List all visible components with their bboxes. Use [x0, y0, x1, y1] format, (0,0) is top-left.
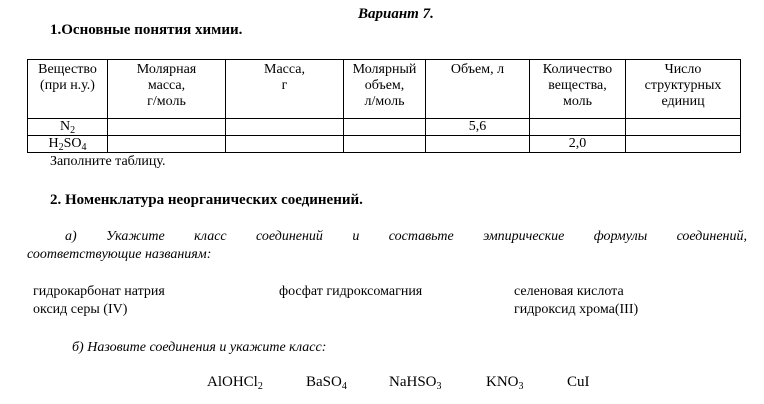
substance-cell-h2so4 [28, 136, 108, 153]
task-a-text [27, 228, 747, 264]
table-cell [226, 119, 344, 136]
header-line: Вещество [38, 62, 97, 77]
header-line: масса, [147, 78, 186, 93]
header-molar-mass [108, 60, 226, 119]
formula-subscript: 3 [436, 381, 442, 392]
compound-name: селеновая кислота [514, 284, 624, 299]
formula-item [486, 374, 524, 391]
formula-item [306, 374, 347, 391]
header-line: структурных [644, 78, 722, 93]
formula-part: NaHSO [389, 374, 437, 390]
compound-name: гидрокарбонат натрия [33, 284, 165, 299]
table-cell [426, 136, 530, 153]
task-b-text: б) Назовите соединения и укажите класс: [72, 340, 327, 355]
compound-name: фосфат гидроксомагния [279, 284, 423, 299]
section2-title: 2. Номенклатура неорганических соединений. [50, 192, 363, 208]
section1-title: 1.Основные понятия химии. [50, 22, 243, 38]
table-cell: 5,6 [426, 119, 530, 136]
header-line: Масса, [264, 62, 305, 77]
formula-part: BaSO [306, 374, 342, 390]
header-line: моль [562, 94, 593, 109]
formula-part: AlOHCl [207, 374, 258, 390]
table-instruction: Заполните таблицу. [50, 154, 166, 169]
header-mass [226, 60, 344, 119]
table-cell [108, 119, 226, 136]
header-line: г/моль [147, 94, 186, 109]
formula-subscript: 3 [518, 381, 524, 392]
formula-item [567, 374, 590, 391]
table-cell [344, 119, 426, 136]
task-a-line1: а) Укажите класс соединений и составьте эмпирические формулы соединений, [65, 229, 747, 244]
formula-subscript: 4 [341, 381, 347, 392]
formula-item [389, 374, 442, 391]
compound-name: оксид серы (IV) [33, 302, 128, 317]
table-cell [226, 136, 344, 153]
variant-heading: Вариант 7. [358, 6, 434, 22]
header-molar-volume [344, 60, 426, 119]
header-line: Молярный [352, 62, 417, 77]
header-substance [28, 60, 108, 119]
header-line: Объем, л [450, 62, 505, 77]
header-line: Количество [542, 62, 613, 77]
header-amount [530, 60, 626, 119]
table-header-row [28, 60, 741, 119]
table-cell [344, 136, 426, 153]
compound-name: гидроксид хрома(III) [514, 302, 639, 317]
table-cell [626, 136, 741, 153]
header-line: вещества, [548, 78, 607, 93]
table-cell [530, 119, 626, 136]
header-line: объем, [364, 78, 405, 93]
header-line: л/моль [364, 94, 405, 109]
table-cell [108, 136, 226, 153]
table-row [28, 136, 741, 153]
table-cell [626, 119, 741, 136]
formula-subscript: 2 [257, 381, 263, 392]
formula-item [207, 374, 263, 391]
chemistry-table [27, 59, 741, 153]
header-structural-units [626, 60, 741, 119]
formula-subscript: 2 [58, 142, 64, 153]
substance-cell-n2 [28, 119, 108, 136]
header-line: Молярная [136, 62, 197, 77]
formula-subscript: 4 [81, 142, 87, 153]
formula-part: SO [63, 136, 82, 151]
header-volume [426, 60, 530, 119]
table-cell: 2,0 [530, 136, 626, 153]
task-a-line2: соответствующие названиям: [27, 247, 212, 262]
header-line: единиц [661, 94, 705, 109]
formula-part: KNO [486, 374, 519, 390]
formula-part: CuI [567, 374, 590, 390]
table-row [28, 119, 741, 136]
formula-part: N [59, 119, 71, 134]
formula-part: H [48, 136, 59, 151]
header-line: г [281, 78, 288, 93]
formula-subscript: 2 [70, 125, 76, 136]
header-line: (при н.у.) [40, 78, 95, 93]
header-line: Число [664, 62, 702, 77]
